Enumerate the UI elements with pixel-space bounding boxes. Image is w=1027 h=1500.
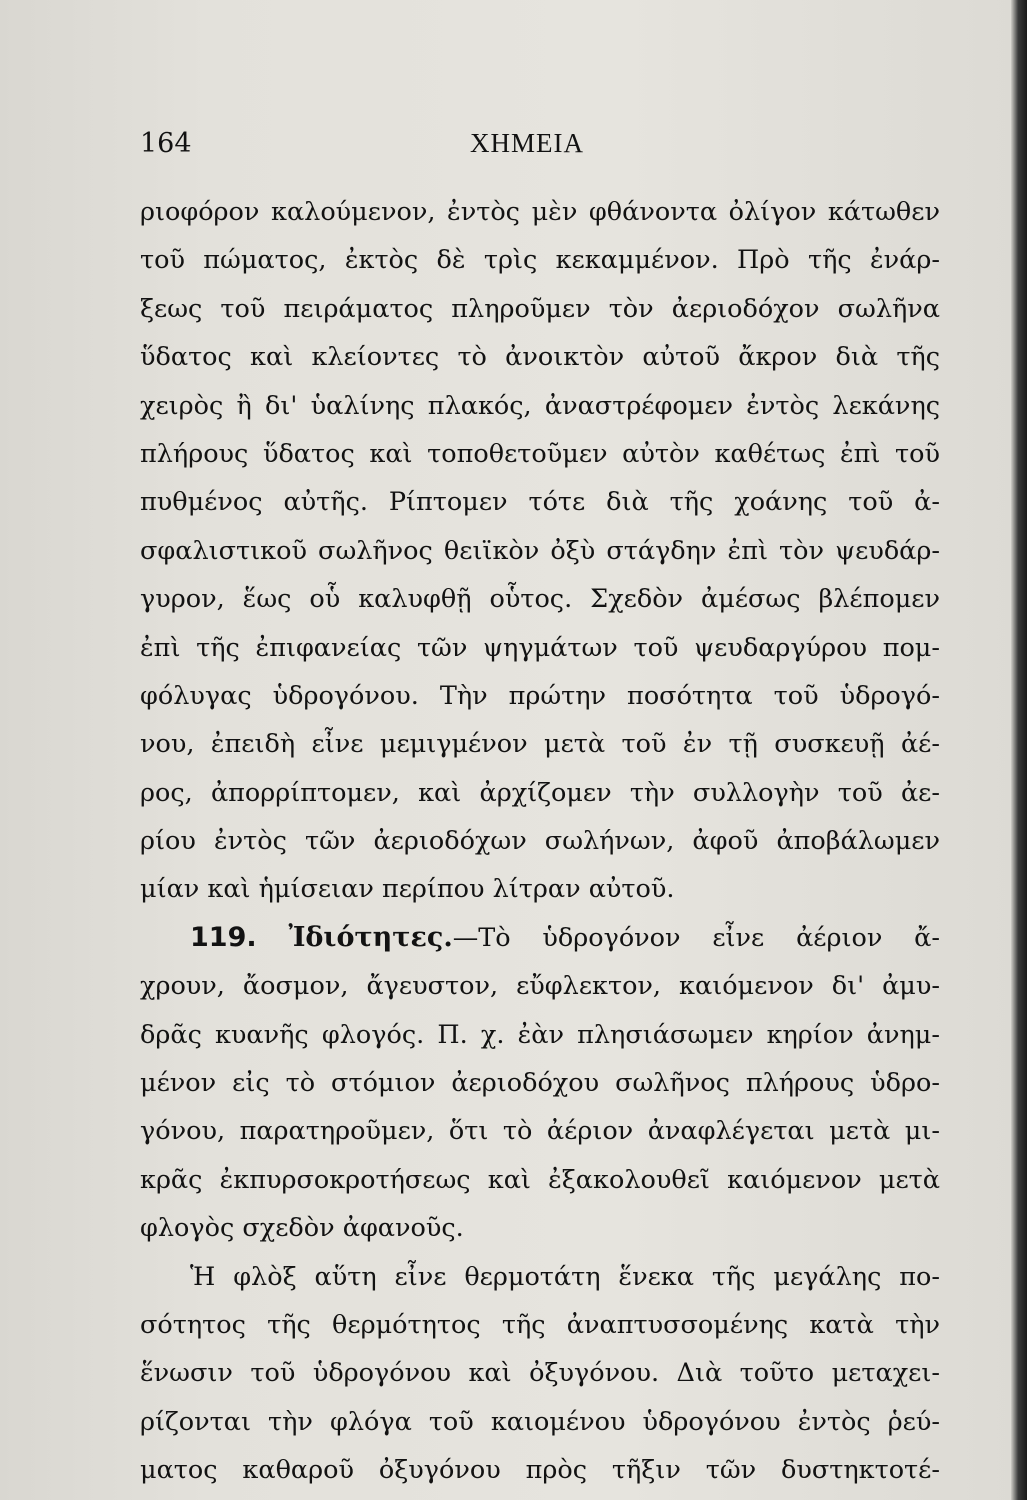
text-line: ἕνωσιν τοῦ ὑδρογόνου καὶ ὀξυγόνου. Διὰ τοῦτο μεταχει- xyxy=(140,1358,940,1389)
page-header xyxy=(140,128,940,168)
section-heading-line xyxy=(140,914,940,962)
text-line: μίαν καὶ ἡμίσειαν περίπου λίτραν αὐτοῦ. xyxy=(140,874,675,905)
text-line: νου, ἐπειδὴ εἶνε μεμιγμένον μετὰ τοῦ ἐν τῇ συσκευῇ ἀέ- xyxy=(140,729,940,760)
text-line: γυρον, ἕως οὗ καλυφθῇ οὗτος. Σχεδὸν ἀμέσως βλέπομεν xyxy=(140,584,940,615)
running-title: ΧΗΜΕΙΑ xyxy=(470,128,584,158)
page-edge-shadow xyxy=(1011,0,1027,1500)
text-line: ρος, ἀπορρίπτομεν, καὶ ἀρχίζομεν τὴν συλλογὴν τοῦ ἀε- xyxy=(140,777,940,808)
text-line: μένον εἰς τὸ στόμιον ἀεριοδόχου σωλῆνος πλήρους ὑδρο- xyxy=(140,1068,940,1099)
text-line: πλήρους ὕδατος καὶ τοποθετοῦμεν αὐτὸν καθέτως ἐπὶ τοῦ xyxy=(140,438,940,469)
text-line: σφαλιστικοῦ σωλῆνος θειϊκὸν ὀξὺ στάγδην ἐπὶ τὸν ψευδάρ- xyxy=(140,535,940,566)
text-line: χρουν, ἄοσμον, ἄγευστον, εὔφλεκτον, καιόμενον δι' ἀμυ- xyxy=(140,971,940,1002)
text-line: δρᾶς κυανῆς φλογός. Π. χ. ἐὰν πλησιάσωμεν κηρίον ἀνημ- xyxy=(140,1019,940,1050)
text-line: κρᾶς ἐκπυρσοκροτήσεως καὶ ἐξακολουθεῖ καιόμενον μετὰ xyxy=(140,1164,940,1195)
text-line: ρίζονται τὴν φλόγα τοῦ καιομένου ὑδρογόνου ἐντὸς ῥεύ- xyxy=(140,1406,940,1437)
text-line: ρίου ἐντὸς τῶν ἀεριοδόχων σωλήνων, ἀφοῦ ἀποβάλωμεν xyxy=(140,826,940,857)
body-text xyxy=(140,188,940,1495)
text-line: φλογὸς σχεδὸν ἀφανοῦς. xyxy=(140,1213,464,1244)
text-line: ξεως τοῦ πειράματος πληροῦμεν τὸν ἀεριοδόχον σωλῆνα xyxy=(140,293,940,324)
section-title: Ἰδιότητες. xyxy=(288,921,453,953)
section-number: 119. xyxy=(190,921,257,953)
text-line: χειρὸς ἢ δι' ὑαλίνης πλακός, ἀναστρέφομεν ἐντὸς λεκάνης xyxy=(140,390,940,421)
text-line: πυθμένος αὐτῆς. Ρίπτομεν τότε διὰ τῆς χοάνης τοῦ ἀ- xyxy=(140,487,940,518)
text-line: Ἡ φλὸξ αὕτη εἶνε θερμοτάτη ἕνεκα τῆς μεγάλης πο- xyxy=(190,1261,940,1292)
text-line: σότητος τῆς θερμότητος τῆς ἀναπτυσσομένης κατὰ τὴν xyxy=(140,1309,940,1340)
text-line: ἐπὶ τῆς ἐπιφανείας τῶν ψηγμάτων τοῦ ψευδαργύρου πομ- xyxy=(140,632,940,663)
text-line: ριοφόρον καλούμενον, ἐντὸς μὲν φθάνοντα ὀλίγον κάτωθεν xyxy=(140,197,940,227)
text-line: φόλυγας ὑδρογόνου. Τὴν πρώτην ποσότητα τοῦ ὑδρογό- xyxy=(140,680,940,711)
text-line: ματος καθαροῦ ὀξυγόνου πρὸς τῆξιν τῶν δυστηκτοτέ- xyxy=(140,1455,940,1486)
text-line: γόνου, παρατηροῦμεν, ὅτι τὸ ἀέριον ἀναφλέγεται μετὰ μι- xyxy=(140,1116,940,1147)
page-number: 164 xyxy=(140,128,192,159)
text-line: τοῦ πώματος, ἐκτὸς δὲ τρὶς κεκαμμένον. Πρὸ τῆς ἐνάρ- xyxy=(140,245,940,276)
text-line: ὕδατος καὶ κλείοντες τὸ ἀνοικτὸν αὐτοῦ ἄκρον διὰ τῆς xyxy=(140,342,940,373)
section-first-line: —Τὸ ὑδρογόνον εἶνε ἀέριον ἄ- xyxy=(452,922,940,953)
